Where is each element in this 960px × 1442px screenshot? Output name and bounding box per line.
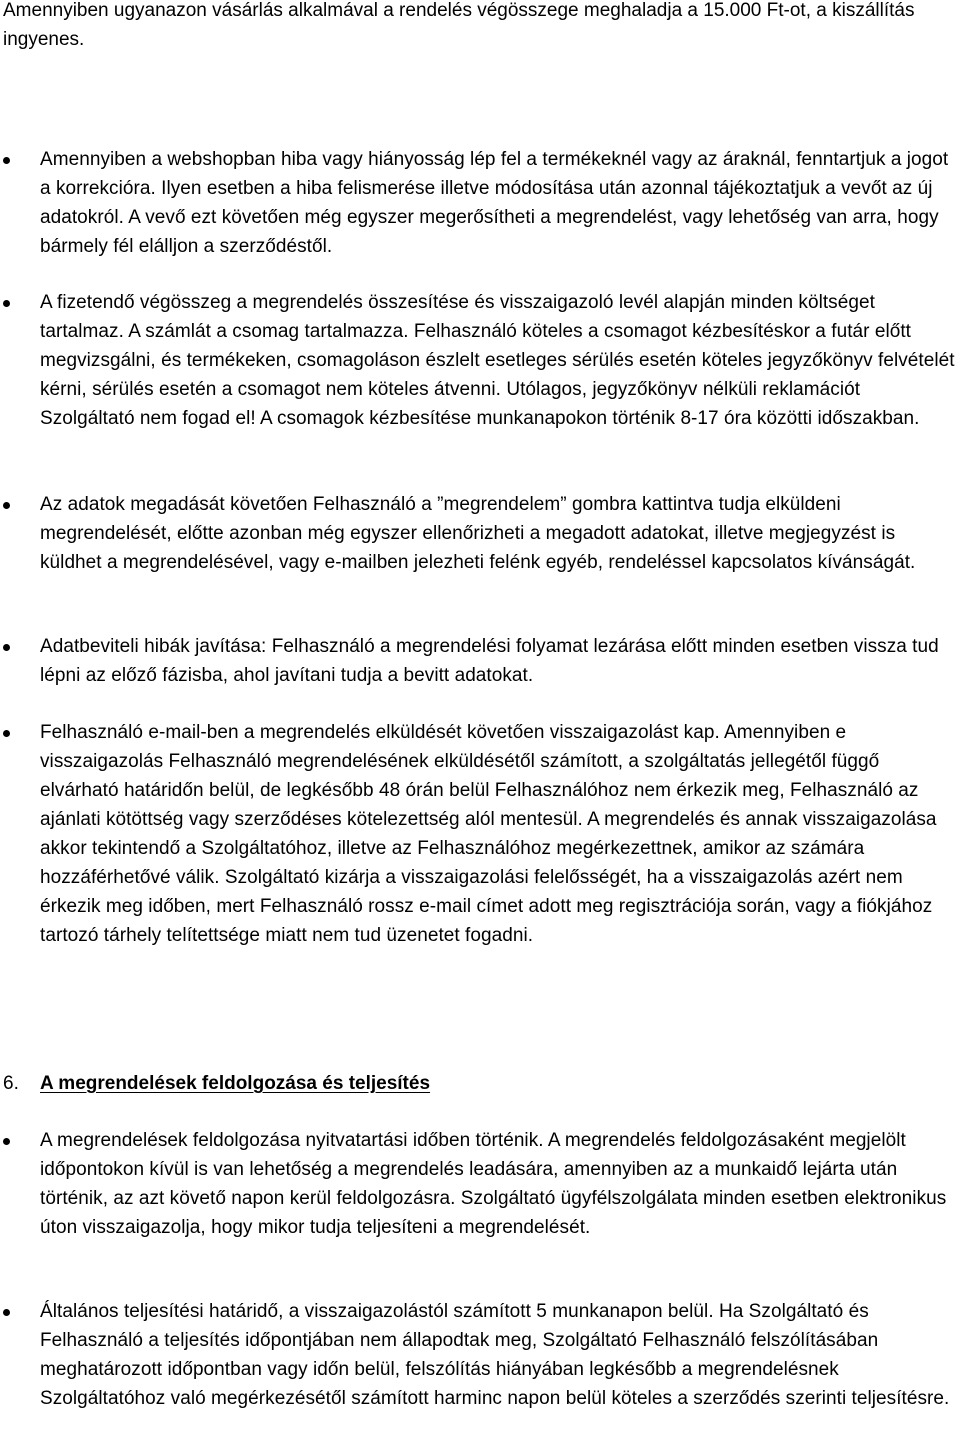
bullet-icon xyxy=(3,1309,10,1316)
bullet-icon xyxy=(3,1138,10,1145)
list-item-text: Általános teljesítési határidő, a visszaigazolástól számított 5 munkanapon belül. Ha Szolgáltató és Felhasználó a teljesítés időpontjában nem állapodtak meg, Szolgáltató Felhasználó felszólításában meghatározott időpontban vagy időn belül, felszólítás hiányában legkésőbb a megrendelésnek Szolgáltatóhoz való megérkezésétől számított harminc napon belül köteles a szerződés szerinti teljesítésre. xyxy=(40,1301,950,1409)
list-item-text: Adatbeviteli hibák javítása: Felhasználó a megrendelési folyamat lezárása előtt minden esetben vissza tud lépni az előző fázisba, ahol javítani tudja a bevitt adatokat. xyxy=(40,636,939,686)
bullet-icon xyxy=(3,644,10,651)
list-item-text: Amennyiben a webshopban hiba vagy hiányosság lép fel a termékeknél vagy az áraknál, fenntartjuk a jogot a korrekcióra. Ilyen esetben a hiba felismerése illetve módosítása után azonnal tájékoztatjuk a vevőt az új adatokról. A vevő ezt követően még egyszer megerősítheti a megrendelést, vagy lehetőség van arra, hogy bármely fél elálljon a szerződéstől. xyxy=(40,149,949,257)
list-item-text: Az adatok megadását követően Felhasználó a ”megrendelem” gombra kattintva tudja elküldeni megrendelését, előtte azonban még egyszer ellenőrizheti a megadott adatokat, illetve megjegyzést is küldhet a megrendelésével, vagy e-mailben jelezheti felénk egyéb, rendeléssel kapcsolatos kívánságát. xyxy=(40,494,916,573)
bullet-icon xyxy=(3,730,10,737)
bullet-icon xyxy=(3,502,10,509)
section-heading xyxy=(3,1069,943,1098)
list-item-text: A fizetendő végösszeg a megrendelés összesítése és visszaigazoló levél alapján minden költséget tartalmaz. A számlát a csomag tartalmazza. Felhasználó köteles a csomagot kézbesítéskor a futár előtt megvizsgálni, és termékeken, csomagoláson észlelt esetleges sérülés esetén köteles jegyzőkönyv felvételét kérni, sérülés esetén a csomagot nem köteles átvenni. Utólagos, jegyzőkönyv nélküli reklamációt Szolgáltató nem fogad el! A csomagok kézbesítése munkanapokon történik 8-17 óra közötti időszakban. xyxy=(40,292,955,429)
list-item-text: A megrendelések feldolgozása nyitvatartási időben történik. A megrendelés feldolgozásaként megjelölt időpontokon kívül is van lehetőség a megrendelés leadására, amennyiben az a munkaidő lejárta után történik, az azt követő napon kerül feldolgozásra. Szolgáltató ügyfélszolgálata minden esetben elektronikus úton visszaigazolja, hogy mikor tudja teljesíteni a megrendelését. xyxy=(40,1130,947,1238)
intro-paragraph: Amennyiben ugyanazon vásárlás alkalmával a rendelés végösszege meghaladja a 15.000 Ft-ot, a kiszállítás ingyenes. xyxy=(3,0,915,50)
bullet-icon xyxy=(3,157,10,164)
bullet-icon xyxy=(3,300,10,307)
section-number: 6. xyxy=(3,1073,19,1094)
section-title: A megrendelések feldolgozása és teljesítés xyxy=(40,1073,431,1094)
list-item-text: Felhasználó e-mail-ben a megrendelés elküldését követően visszaigazolást kap. Amennyiben e visszaigazolás Felhasználó megrendelésének elküldésétől számított, a szolgáltatás jellegétől függő elvárható határidőn belül, de legkésőbb 48 órán belül Felhasználóhoz nem érkezik meg, Felhasználó az ajánlati kötöttség vagy szerződéses kötelezettség alól mentesül. A megrendelés és annak visszaigazolása akkor tekintendő a Szolgáltatóhoz, illetve az Felhasználóhoz megérkezettnek, amikor az számára hozzáférhetővé válik. Szolgáltató kizárja a visszaigazolási felelősségét, ha a visszaigazolás azért nem érkezik meg időben, mert Felhasználó rossz e-mail címet adott meg regisztrációja során, vagy a fiókjához tartozó tárhely telítettsége miatt nem tud üzenetet fogadni. xyxy=(40,722,937,946)
